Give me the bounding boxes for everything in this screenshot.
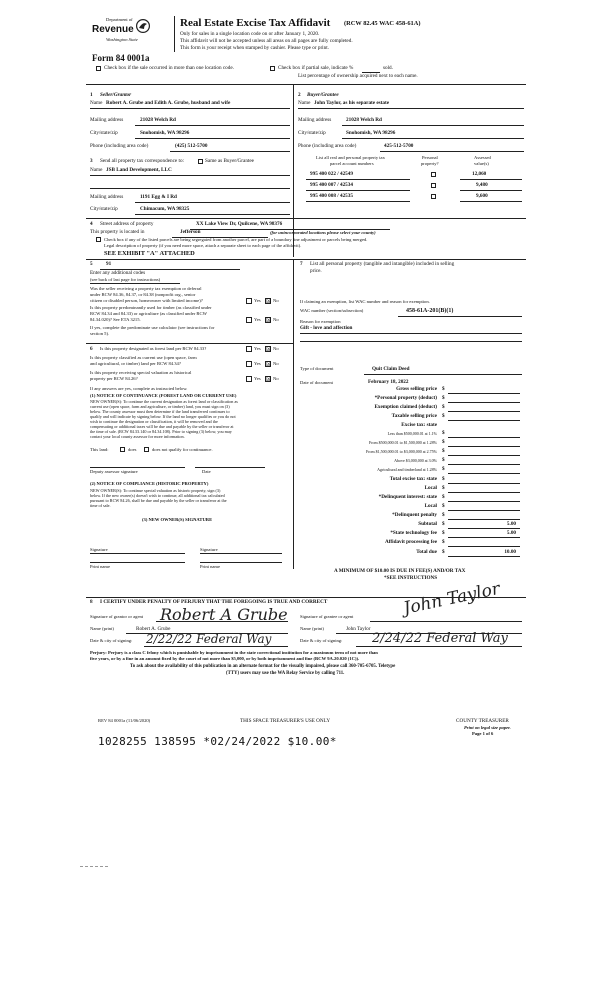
tax-label: Total due (416, 549, 437, 555)
tax-label: Local (424, 503, 437, 509)
certify-text: I CERTIFY UNDER PENALTY OF PERJURY THAT THE FOREGOING IS TRUE AND CORRECT (100, 599, 328, 605)
bracket-label: Less than $500,000.01 at 1.1% (387, 431, 437, 436)
parcels-h2: parcel account numbers (330, 161, 374, 166)
header-line1: Only for sales in a single location code on or after January 1, 2020. (180, 31, 320, 37)
form-title: Real Estate Excise Tax Affidavit (180, 17, 331, 29)
doc-date-value: February 18, 2022 (368, 379, 409, 385)
personal-property-checkbox[interactable] (431, 183, 436, 188)
corr-mail: 1191 Egg & I Rd (140, 194, 177, 200)
seller-num: 1 (90, 92, 93, 98)
buyer-city-label: City/state/zip (298, 130, 326, 136)
no-label: No (273, 361, 279, 366)
revenue-logo (92, 16, 152, 48)
bracket-label: Above $3,000,000 at 3.0% (394, 458, 437, 463)
grantor-name-label: Name (print) (90, 626, 114, 631)
county-value: Jefferson (180, 229, 201, 235)
corr-name-label: Name (90, 167, 103, 173)
assessed-value: 12,060 (472, 171, 487, 177)
doc-date-label: Date of document (300, 380, 333, 385)
dollar-sign: $ (442, 448, 445, 454)
perjury-line4: (TTY) users may use the WA Relay Service by calling 711. (226, 671, 345, 676)
tax-label: *Personal property (deduct) (374, 395, 437, 401)
rev-number: REV 84 0001a (11/06/2020) (98, 718, 151, 723)
list-pct-label: List percentage of ownership acquired next to each name. (298, 73, 418, 79)
parcel-number: 995 400 008 / 42535 (310, 193, 353, 199)
dollar-sign: $ (442, 386, 445, 392)
bracket-label: Agricultural and timberland at 1.28% (377, 467, 437, 472)
corr-city-label: City/state/zip (90, 206, 118, 212)
notice2-line: pursuant to RCW 84.26, shall be due and payable by the seller or transferor at the (90, 498, 227, 503)
same-as-buyer-label: Same as Buyer/Grantee (205, 158, 254, 164)
parcels-h4: property? (421, 161, 439, 166)
seller-city: Snohomish, WA 98296 (140, 130, 190, 136)
corr-text: Send all property tax correspondence to: (100, 158, 184, 164)
grantee-print-name: John Taylor (346, 626, 371, 632)
s6-q1-yes-checkbox[interactable] (246, 346, 252, 352)
county-treasurer: COUNTY TREASURER (456, 718, 509, 724)
notice1-line: contact your local county assessor for more information. (90, 434, 185, 439)
yes-label: Yes (254, 346, 261, 351)
new-owner-signature-label: Signature (90, 547, 108, 552)
buyer-mail-label: Mailing address (298, 117, 332, 123)
tax-label: Excise tax: state (401, 422, 437, 428)
dollar-sign: $ (442, 503, 445, 509)
notice1-line: compensating or additional taxes will be due and payable by the seller or transferor at (90, 424, 234, 429)
seller-heading: Seller/Grantor (100, 92, 132, 98)
header-line2: This affidavit will not be accepted unless all areas on all pages are fully completed. (180, 38, 353, 44)
notice1-line: qualify and will indicate by signing below. If the land no longer qualifies or you do not (90, 414, 236, 419)
s6-q2b: and agricultural, or timber) land per RCW 84.34? (90, 361, 181, 366)
see-instructions: *SEE INSTRUCTIONS (384, 575, 438, 581)
calc-note-2: section 5). (90, 331, 110, 336)
notice1-heading: (1) NOTICE OF CONTINUANCE (FOREST LAND OR CURRENT USE) (90, 393, 237, 398)
parcel-number: 995 400 022 / 42549 (310, 171, 353, 177)
parcel-number: 995 400 007 / 42534 (310, 182, 353, 188)
does-not-label: does not qualify for continuance. (152, 447, 213, 452)
corr-mail-label: Mailing address (90, 194, 124, 200)
perjury-line1: Perjury: Perjury is a class C felony which is punishable by imprisonment in the state correctional institution for a maximum term of not more than (90, 650, 378, 655)
s6-q2-yes-checkbox[interactable] (246, 361, 252, 367)
seller-name-label: Name (90, 100, 103, 106)
s5-q1a: Was the seller receiving a property tax exemption or deferral (90, 286, 202, 291)
no-label: No (273, 346, 279, 351)
s6-q3b: property per RCW 84.26? (90, 376, 138, 381)
s5-q2-yes-checkbox[interactable] (246, 317, 252, 323)
county-label: This property is located in (90, 229, 145, 235)
assessed-value: 9,480 (476, 182, 488, 188)
header-line3: This form is your receipt when stamped by cashier. Please type or print. (180, 45, 329, 51)
new-owner-signature-label: Signature (200, 547, 218, 552)
wa-logo-icon (136, 18, 150, 34)
sold-label: sold. (383, 65, 393, 71)
bracket-label: From $1,500,000.01 to $3,000,000 at 2.75% (366, 449, 437, 454)
tax-label: Total excise tax: state (389, 476, 437, 482)
grantor-date-label: Date & city of signing: (90, 638, 133, 643)
grantee-signature-label: Signature of grantee or agent (300, 614, 354, 619)
tax-label: Gross selling price (396, 386, 437, 392)
page-number: Page 1 of 6 (472, 731, 494, 736)
grantor-date-city: 2/22/22 Federal Way (146, 632, 272, 646)
grantee-signature: John Taylor (401, 578, 502, 619)
dept-main: Revenue (92, 24, 134, 35)
grantee-name-label: Name (print) (300, 626, 324, 631)
personal-property-checkbox[interactable] (431, 172, 436, 177)
legal-description-label: Legal description of property (if you need more space, attach a separate sheet to each page of the affidavit). (104, 243, 302, 248)
see-back-label: (see back of last page for instructions) (90, 277, 161, 282)
tax-label: *State technology fee (390, 530, 437, 536)
subtotal-value: 5.00 (506, 521, 516, 527)
notice1-line: wish to continue the designation or classification, it will be removed and the (90, 419, 218, 424)
personal-property-checkbox[interactable] (431, 194, 436, 199)
multi-location-checkbox[interactable] (96, 66, 101, 71)
dollar-sign: $ (442, 466, 445, 472)
exhibit-text: SEE EXHIBIT "A" ATTACHED (104, 250, 195, 257)
no-label: No (273, 317, 279, 322)
corr-name: JSB Land Development, LLC (106, 167, 172, 173)
doc-type-label: Type of document (300, 366, 334, 371)
tax-label: Exemption claimed (deduct) (374, 404, 437, 410)
calc-note-1: If yes, complete the predominate use calculator (see instructions for (90, 325, 215, 330)
s5-q1-no-checkbox[interactable]: ☒ (266, 298, 272, 305)
s7-text: List all personal property (tangible and intangible) included in selling (310, 261, 455, 267)
grantor-signature-label: Signature of grantor or agent (90, 614, 144, 619)
notice1-line: current use (open space, farm and agriculture, or timber) land, you must sign on (3) (90, 404, 230, 409)
s7-num: 7 (300, 261, 303, 267)
notice1-line: NEW OWNER(S): To continue the current designation as forest land or classification as (90, 399, 238, 404)
perjury-line3: To ask about the availability of this publication in an alternate format for the visually impaired, please call 360-705-6705. Teletype (130, 664, 396, 669)
land-use-code: 91 (106, 261, 112, 267)
s6-q3-yes-checkbox[interactable] (246, 376, 252, 382)
dollar-sign: $ (442, 413, 445, 419)
grantor-print-name: Robert A. Grube (136, 626, 171, 632)
seller-phone: (425) 512-5700 (175, 143, 208, 149)
grantor-signature: Robert A Grube (160, 605, 288, 624)
s6-q1-no-checkbox[interactable]: ☒ (266, 346, 272, 353)
corr-city: Chimacum, WA 98325 (140, 206, 190, 212)
dollar-sign: $ (442, 439, 445, 445)
reason-value: Gift - love and affection (300, 325, 353, 331)
dollar-sign: $ (442, 521, 445, 527)
yes-label: Yes (254, 376, 261, 381)
buyer-mail: 21028 Welch Rd (346, 117, 382, 123)
dollar-sign: $ (442, 485, 445, 491)
segregated-label: Check box if any of the listed parcels are being segregated from another parcel, are part of a boundary line adjustment or parcels being merged. (104, 237, 368, 242)
s5-q2c: 84.34.020)? See ETA 3215. (90, 317, 141, 322)
form-rcw: (RCW 82.45 WAC 458-61A) (344, 20, 421, 27)
s6-num: 6 (90, 346, 93, 352)
minimum-note: A MINIMUM OF $10.00 IS DUE IN FEE(S) AND/OR TAX (334, 568, 466, 574)
dollar-sign: $ (442, 395, 445, 401)
county-note: (for unincorporated locations please select your county) (270, 230, 376, 235)
does-not-checkbox[interactable] (144, 447, 149, 452)
form-number: Form 84 0001a (92, 53, 150, 63)
buyer-city: Snohomish, WA 98296 (346, 130, 396, 136)
dollar-sign: $ (442, 494, 445, 500)
dept-state: Washington State (106, 37, 138, 42)
s6-q1: Is this property designated as forest land per RCW 84.33? (100, 346, 207, 351)
this-land-label: This land: (90, 447, 109, 452)
dollar-sign: $ (442, 530, 445, 536)
s5-num: 5 (90, 261, 93, 267)
seller-mail: 21028 Welch Rd (140, 117, 176, 123)
treasurer-stamp: 1028255 138595 *02/24/2022 $10.00* (98, 735, 337, 748)
s5-q2a: Is this property predominantly used for timber (as classified under (90, 305, 212, 310)
multi-location-label: Check box if the sale occurred in more than one location code. (104, 65, 234, 71)
scan-mark (80, 866, 108, 867)
technology-fee-value: 5.00 (506, 530, 516, 536)
notice2-heading: (2) NOTICE OF COMPLIANCE (HISTORIC PROPERTY) (90, 481, 209, 486)
does-label: does (128, 447, 137, 452)
s8-num: 8 (90, 599, 93, 605)
new-owner-signature-heading: (3) NEW OWNER(S) SIGNATURE (142, 517, 213, 522)
s5-q1b: under RCW 84.36, 84.37, or 84.38 (nonprofit org., senior (90, 292, 196, 297)
s6-q2-no-checkbox[interactable]: ☒ (266, 361, 272, 368)
parcels-h6: value(s) (474, 161, 489, 166)
grantee-date-label: Date & city of signing: (300, 638, 343, 643)
partial-sale-checkbox[interactable] (270, 66, 275, 71)
tax-label: Affidavit processing fee (384, 539, 437, 545)
seller-mail-label: Mailing address (90, 117, 124, 123)
assessed-value: 9,600 (476, 193, 488, 199)
print-name-label: Print name (90, 564, 111, 569)
buyer-phone: 425-512-5700 (384, 143, 414, 149)
partial-sale-label: Check box if partial sale, indicate % (278, 65, 354, 71)
yes-label: Yes (254, 361, 261, 366)
dollar-sign: $ (442, 430, 445, 436)
notice2-line: NEW OWNER(S): To continue special valuation as historic property, sign (3) (90, 488, 221, 493)
same-as-buyer-checkbox[interactable] (198, 159, 203, 164)
tax-label: *Delinquent penalty (392, 512, 437, 518)
seller-city-label: City/state/zip (90, 130, 118, 136)
s7-text2: price. (310, 268, 322, 274)
buyer-name: John Taylor, as his separate estate (314, 100, 390, 106)
seller-name: Robert A. Grube and Edith A. Grube, husband and wife (106, 100, 231, 106)
more-codes-label: Enter any additional codes (90, 270, 146, 276)
notice2-line: below. If the new owner(s) doesn't wish to continue, all additional tax calculated (90, 493, 225, 498)
deputy-date-label: Date (202, 469, 211, 474)
buyer-phone-label: Phone (including area code) (298, 143, 357, 149)
buyer-num: 2 (298, 92, 301, 98)
buyer-heading: Buyer/Grantee (307, 92, 339, 98)
parcels-h5: Assessed (474, 155, 491, 160)
s6-any-note: If any answers are yes, complete as instructed below. (90, 386, 188, 391)
s5-q1-yes-checkbox[interactable] (246, 298, 252, 304)
s5-q2b: RCW 84.34 and 84.33) or agriculture (as classified under RCW (90, 311, 207, 316)
s4-num: 4 (90, 221, 93, 227)
notice1-line: the time of sale. (RCW 84.33.140 or 84.34.108). Prior to signing (3) below, you may (90, 429, 232, 434)
s6-q3-no-checkbox[interactable]: ☒ (266, 376, 272, 383)
tax-label: *Delinquent interest: state (378, 494, 437, 500)
dollar-sign: $ (442, 512, 445, 518)
does-checkbox[interactable] (120, 447, 125, 452)
parcels-h1: List all real and personal property tax (316, 155, 385, 160)
wac-label: WAC number (section/subsection) (300, 308, 364, 313)
s5-q2-no-checkbox[interactable]: ☒ (266, 317, 272, 324)
tax-label: Subtotal (418, 521, 437, 527)
print-name-label: Print name (200, 564, 221, 569)
no-label: No (273, 376, 279, 381)
dollar-sign: $ (442, 539, 445, 545)
treasurer-use-only: THIS SPACE TREASURER'S USE ONLY (240, 718, 331, 724)
grantee-date-city: 2/24/22 Federal Way (372, 631, 508, 646)
notice1-line: below. The county assessor must then determine if the land transferred continues to (90, 409, 230, 414)
deputy-signature-label: Deputy assessor signature (90, 469, 138, 474)
dollar-sign: $ (442, 476, 445, 482)
wac-value: 458-61A-201(B)(1) (406, 308, 454, 314)
exemption-note: If claiming an exemption, list WAC number and reason for exemption. (300, 299, 430, 304)
street-address: XX Lake View Dr, Quilcene, WA 98376 (196, 221, 283, 227)
total-due-value: 10.00 (504, 549, 516, 555)
parcels-h3: Personal (422, 155, 438, 160)
buyer-name-label: Name (298, 100, 311, 106)
reason-label: Reason for exemption (300, 319, 341, 324)
no-label: No (273, 298, 279, 303)
notice2-line: time of sale. (90, 503, 111, 508)
doc-type-value: Quit Claim Deed (372, 366, 410, 372)
dollar-sign: $ (442, 549, 445, 555)
perjury-line2: five years, or by a fine in an amount fixed by the court of not more than $5,000, or by both imprisonment and fine (RCW 9A.20.020 (1C)). (90, 656, 360, 661)
s6-q3a: Is this property receiving special valuation as historical (90, 370, 192, 375)
print-legal-note: Print on legal size paper. (464, 725, 511, 730)
dept-top: Department of (106, 17, 133, 22)
bracket-label: From $500,000.01 to $1,500,000 at 1.28% (369, 440, 437, 445)
dollar-sign: $ (442, 404, 445, 410)
s5-q1c: citizen or disabled person, homeowner with limited income)? (90, 298, 203, 303)
s6-q2a: Is this property classified as current use (open space, farm (90, 355, 197, 360)
corr-num: 3 (90, 158, 93, 164)
street-label: Street address of property (100, 221, 154, 227)
dollar-sign: $ (442, 457, 445, 463)
segregated-checkbox[interactable] (96, 237, 101, 242)
tax-label: Taxable selling price (391, 413, 437, 419)
seller-phone-label: Phone (including area code) (90, 143, 149, 149)
tax-label: Local (424, 485, 437, 491)
yes-label: Yes (254, 298, 261, 303)
yes-label: Yes (254, 317, 261, 322)
